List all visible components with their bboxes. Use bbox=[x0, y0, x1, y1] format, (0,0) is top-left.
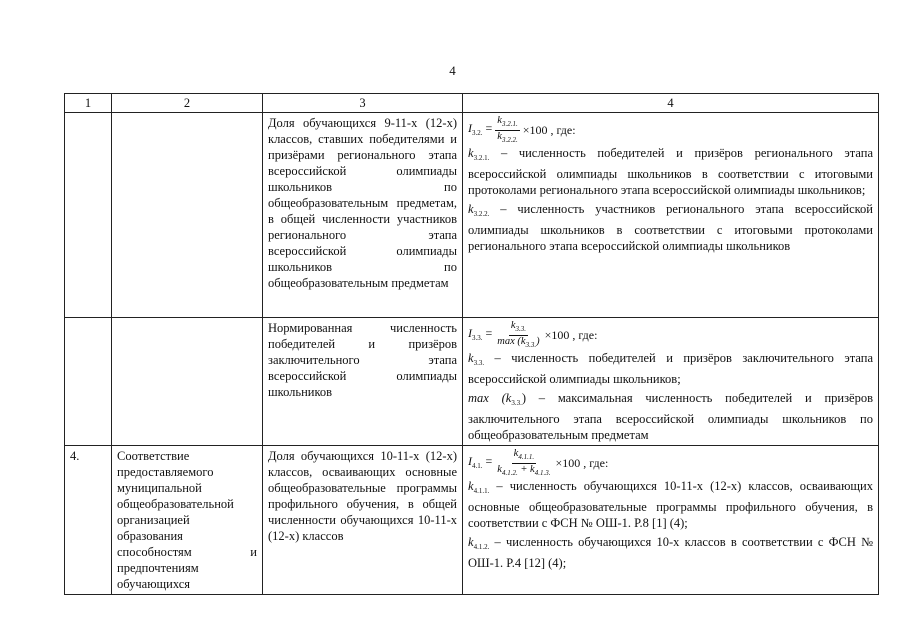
row3-criterion: Соответствие предоставляемого муниципальной общеобразовательной организацией образования способностям и предпочтениям обучающихся bbox=[112, 446, 263, 595]
header-col-4: 4 bbox=[463, 94, 879, 113]
row2-formula: $I_{3.3.}$ = $\frac{k_{3.3.}}{\max (k_{3.3.})}$ ×100 , где: bbox=[468, 319, 598, 349]
row2-col1 bbox=[65, 318, 112, 446]
row2-definition-2: $\max (k_{3.3.})$ – максимальная численность победителей и призёров заключительного этапа всероссийской олимпиады школьников по общеобразовательным предметам bbox=[468, 391, 873, 442]
row2-indicator: Нормированная численность победителей и призёров заключительного этапа всероссийской олимпиады школьников bbox=[263, 318, 463, 446]
header-col-2: 2 bbox=[112, 94, 263, 113]
row1-fraction: $\frac{k_{3.2.1.}}{k_{3.2.2.}}$ bbox=[497, 114, 518, 144]
row1-definition-2: $k_{3.2.2.}$ – численность участников регионального этапа всероссийской олимпиады школьников в соответствии с итоговыми протоколами регионального этапа всероссийской олимпиады школьников bbox=[468, 202, 873, 253]
row1-formula: $I_{3.2.}$ = $\frac{k_{3.2.1.}}{k_{3.2.2.}}$ ×100 , где: bbox=[468, 114, 576, 144]
row2-col2 bbox=[112, 318, 263, 446]
row2-definition-1: $k_{3.3.}$ – численность победителей и призёров заключительного этапа всероссийской олимпиады школьников; bbox=[468, 351, 873, 386]
row3-number: 4. bbox=[65, 446, 112, 595]
row1-indicator: Доля обучающихся 9-11-х (12-х) классов, ставших победителями и призёрами регионального этапа всероссийской олимпиады школьников по общеобразовательным предметам, в общей численности участников регионального этапа всероссийской олимпиады школьников по общеобразовательным предметам bbox=[263, 113, 463, 318]
table-header-row bbox=[65, 94, 879, 113]
row3-formula: $I_{4.1.}$ = $\frac{k_{4.1.1.}}{k_{4.1.2.} + k_{4.1.3.}}$ ×100 , где: bbox=[468, 447, 609, 477]
row3-definition-1: $k_{4.1.1.}$ – численность обучающихся 10-11-х (12-х) классов, осваивающих основные общеобразовательные программы профильного обучения, в соответствии с ФСН № ОШ-1. Р.8 [1] (4); bbox=[468, 479, 873, 530]
row1-formula-cell bbox=[463, 113, 879, 318]
page-number: 4 bbox=[449, 63, 456, 78]
document-table bbox=[64, 93, 879, 595]
table-row bbox=[65, 113, 879, 318]
table-row bbox=[65, 446, 879, 595]
row3-indicator: Доля обучающихся 10-11-х (12-х) классов, осваивающих основные общеобразовательные программы профильного обучения, в общей численности обучающихся 10-11-х (12-х) классов bbox=[263, 446, 463, 595]
row1-col2 bbox=[112, 113, 263, 318]
row1-definition-1: $k_{3.2.1.}$ – численность победителей и призёров регионального этапа всероссийской олимпиады школьников в соответствии с итоговыми протоколами регионального этапа всероссийской олимпиады школьников; bbox=[468, 146, 873, 197]
row3-formula-cell bbox=[463, 446, 879, 595]
header-col-3: 3 bbox=[263, 94, 463, 113]
row3-definition-2: $k_{4.1.2.}$ – численность обучающихся 10-х классов в соответствии с ФСН № ОШ-1. Р.4 [12] (4); bbox=[468, 535, 873, 570]
row1-col1 bbox=[65, 113, 112, 318]
table-row bbox=[65, 318, 879, 446]
row2-formula-cell bbox=[463, 318, 879, 446]
header-col-1: 1 bbox=[65, 94, 112, 113]
row2-fraction: $\frac{k_{3.3.}}{\max (k_{3.3.})}$ bbox=[497, 319, 540, 349]
row3-fraction: $\frac{k_{4.1.1.}}{k_{4.1.2.} + k_{4.1.3.}}$ bbox=[497, 447, 551, 477]
